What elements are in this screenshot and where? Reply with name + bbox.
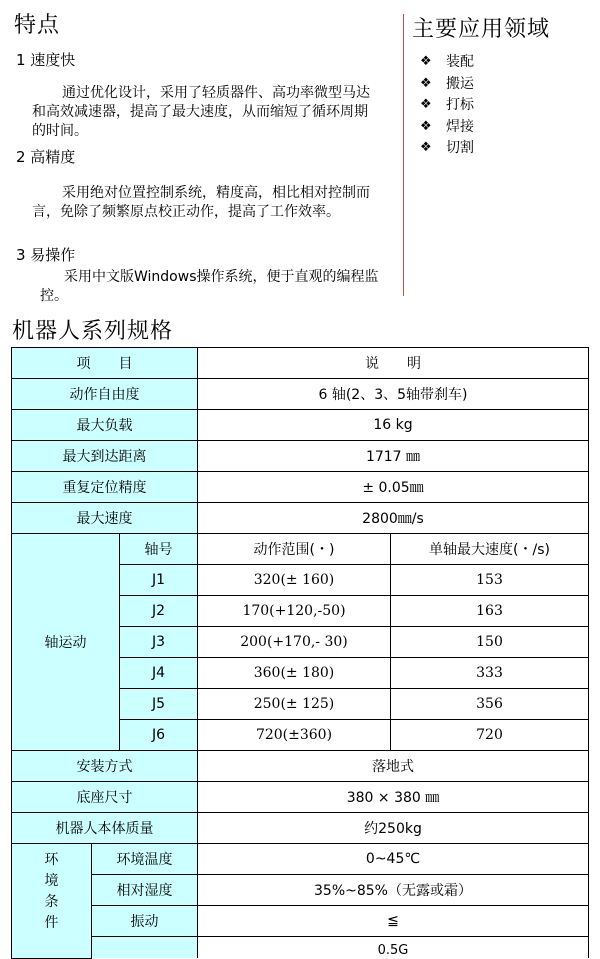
axis-number: J1 [120, 565, 198, 596]
application-item: ❖ 装配 [420, 53, 474, 70]
env-value: 35%~85%（无露或霜） [198, 875, 589, 906]
row-value: 约250kg [198, 813, 589, 844]
env-row [12, 844, 589, 875]
axis-range: 320(± 160) [198, 565, 391, 596]
axis-header-row [12, 534, 589, 565]
axis-speed: 333 [391, 658, 589, 689]
table-row [12, 410, 589, 441]
env-group-label: 环境条件 [12, 844, 92, 959]
diamond-bullet-icon: ❖ [420, 118, 432, 134]
row-value: 6 轴(2、3、5轴带刹车) [198, 379, 589, 410]
application-item: ❖ 切割 [420, 139, 474, 156]
row-value: 落地式 [198, 751, 589, 782]
env-row-cut [12, 937, 589, 959]
row-value: 2800㎜/s [198, 503, 589, 534]
row-value: 380 × 380 ㎜ [198, 782, 589, 813]
features-title: 特点 [14, 13, 61, 38]
table-row [12, 441, 589, 472]
diamond-bullet-icon: ❖ [420, 75, 432, 91]
feature-2-text: 采用绝对位置控制系统，精度高，相比相对控制而言，免除了频繁原点校正动作，提高了工作效率。 [32, 185, 370, 220]
feature-2-heading: 2 高精度 [16, 148, 76, 166]
axis-header-speed: 单轴最大速度(・/s) [391, 534, 589, 565]
feature-3-text: 采用中文版Windows操作系统，便于直观的编程监控。 [40, 269, 379, 304]
table-row [12, 813, 589, 844]
spec-table [11, 347, 589, 959]
env-value-cut: 0.5G [198, 937, 589, 959]
axis-speed: 720 [391, 720, 589, 751]
axis-speed: 356 [391, 689, 589, 720]
env-label: 振动 [92, 906, 198, 937]
axis-range: 360(± 180) [198, 658, 391, 689]
application-item: ❖ 搬运 [420, 75, 474, 92]
axis-range: 170(+120,-50) [198, 596, 391, 627]
axis-number: J5 [120, 689, 198, 720]
table-row [12, 472, 589, 503]
axis-header-number: 轴号 [120, 534, 198, 565]
env-row [12, 875, 589, 906]
table-row [12, 379, 589, 410]
axis-header-range: 动作范围(・) [198, 534, 391, 565]
env-value: 0~45℃ [198, 844, 589, 875]
applications-title: 主要应用领域 [412, 17, 551, 42]
env-label: 相对湿度 [92, 875, 198, 906]
axis-number: J3 [120, 627, 198, 658]
axis-number: J4 [120, 658, 198, 689]
axis-speed: 163 [391, 596, 589, 627]
axis-number: J2 [120, 596, 198, 627]
spec-title: 机器人系列规格 [12, 319, 174, 344]
env-label: 环境温度 [92, 844, 198, 875]
table-row [12, 782, 589, 813]
row-label: 安装方式 [12, 751, 198, 782]
row-label: 最大负载 [12, 410, 198, 441]
axis-group-label: 轴运动 [12, 534, 120, 751]
env-value: ≦ [198, 906, 589, 937]
axis-number: J6 [120, 720, 198, 751]
row-label: 最大速度 [12, 503, 198, 534]
row-value: 1717 ㎜ [198, 441, 589, 472]
header-item: 项 目 [12, 348, 198, 379]
diamond-bullet-icon: ❖ [420, 96, 432, 112]
axis-speed: 153 [391, 565, 589, 596]
axis-range: 250(± 125) [198, 689, 391, 720]
row-label: 重复定位精度 [12, 472, 198, 503]
row-label: 底座尺寸 [12, 782, 198, 813]
application-item: ❖ 焊接 [420, 118, 474, 135]
table-row [12, 751, 589, 782]
env-label-cut [92, 937, 198, 959]
header-description: 说 明 [198, 348, 589, 379]
application-item: ❖ 打标 [420, 96, 474, 113]
diamond-bullet-icon: ❖ [420, 139, 432, 155]
feature-3-heading: 3 易操作 [16, 246, 76, 264]
feature-1-heading: 1 速度快 [16, 51, 76, 69]
axis-range: 720(±360) [198, 720, 391, 751]
section-divider [403, 14, 404, 296]
feature-1-text: 通过优化设计，采用了轻质器件、高功率微型马达和高效减速器，提高了最大速度，从而缩短了循环周期的时间。 [32, 85, 370, 139]
row-value: ± 0.05㎜ [198, 472, 589, 503]
axis-speed: 150 [391, 627, 589, 658]
row-label: 动作自由度 [12, 379, 198, 410]
axis-range: 200(+170,- 30) [198, 627, 391, 658]
table-header-row [12, 348, 589, 379]
row-label: 机器人本体质量 [12, 813, 198, 844]
row-label: 最大到达距离 [12, 441, 198, 472]
table-row [12, 503, 589, 534]
row-value: 16 kg [198, 410, 589, 441]
diamond-bullet-icon: ❖ [420, 53, 432, 69]
env-row [12, 906, 589, 937]
